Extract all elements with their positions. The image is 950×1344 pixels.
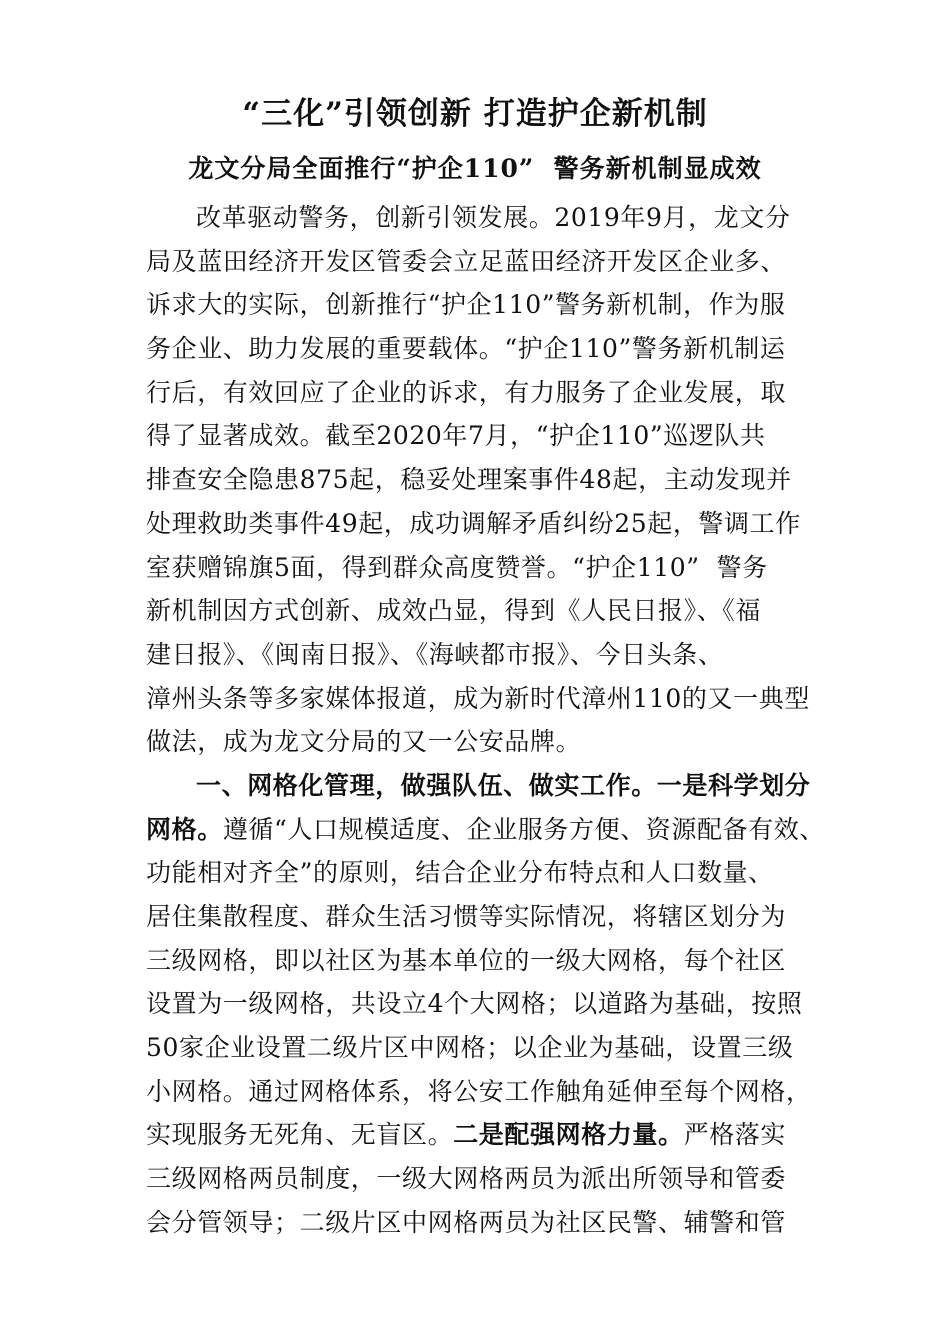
text-line <box>146 196 836 240</box>
bold-text-segment: 二是配强网格力量。 <box>453 1120 684 1150</box>
text-segment: 三级网格两员制度，一级大网格两员为派出所领导和管委 <box>146 1164 787 1194</box>
text-line <box>146 851 836 895</box>
text-segment: 小网格。通过网格体系，将公安工作触角延伸至每个网格， <box>146 1076 812 1106</box>
text-segment: 50家企业设置二级片区中网格；以企业为基础，设置三级 <box>146 1033 794 1063</box>
text-line <box>146 764 836 808</box>
text-segment: 得了显著成效。截至2020年7月，“护企110”巡逻队共 <box>146 421 766 451</box>
text-line <box>146 982 836 1026</box>
text-line <box>146 327 836 371</box>
text-segment: 设置为一级网格，共设立4个大网格；以道路为基础，按照 <box>146 989 803 1019</box>
text-line <box>146 1070 836 1114</box>
text-line <box>146 502 836 546</box>
text-segment: 处理救助类事件49起，成功调解矛盾纠纷25起，警调工作 <box>146 508 801 538</box>
text-line <box>146 808 836 852</box>
text-line <box>146 1026 836 1070</box>
text-segment: 行后，有效回应了企业的诉求，有力服务了企业发展，取 <box>146 377 787 407</box>
text-segment: 居住集散程度、群众生活习惯等实际情况，将辖区划分为 <box>146 902 787 931</box>
text-line <box>146 240 836 284</box>
text-line <box>146 1201 836 1245</box>
bold-text-segment: 一、网格化管理，做强队伍、做实工作。一是科学划分 <box>196 770 811 800</box>
text-segment: 严格落实 <box>683 1120 787 1150</box>
text-segment: 排查安全隐患875起，稳妥处理案事件48起，主动发现并 <box>146 465 792 495</box>
text-segment: 新机制因方式创新、成效凸显，得到《人民日报》、《福 <box>146 596 762 626</box>
text-segment: 做法，成为龙文分局的又一公安品牌。 <box>146 727 582 757</box>
text-segment: 室获赠锦旗5面，得到群众高度赞誉。“护企110” 警务 <box>146 552 768 582</box>
text-line <box>146 1157 836 1201</box>
text-line <box>146 633 836 677</box>
bold-text-segment: 网格。 <box>146 814 223 844</box>
text-line <box>146 895 836 939</box>
text-line <box>146 283 836 327</box>
text-line <box>146 371 836 415</box>
text-line <box>146 720 836 764</box>
text-segment: 诉求大的实际，创新推行“护企110”警务新机制，作为服 <box>146 290 786 320</box>
text-segment: 功能相对齐全”的原则，结合企业分布特点和人口数量、 <box>146 858 774 888</box>
document-title: “三化”引领创新 打造护企新机制 <box>242 96 708 132</box>
text-line <box>146 589 836 633</box>
document-subtitle: 龙文分局全面推行“护企110” 警务新机制显成效 <box>188 154 762 183</box>
text-line <box>146 677 836 721</box>
text-segment: 务企业、助力发展的重要载体。“护企110”警务新机制运 <box>146 334 786 364</box>
text-segment: 局及蓝田经济开发区管委会立足蓝田经济开发区企业多、 <box>146 246 787 276</box>
text-segment: 改革驱动警务，创新引领发展。2019年9月，龙文分 <box>196 203 791 232</box>
text-line <box>146 414 836 458</box>
text-segment: 会分管领导；二级片区中网格两员为社区民警、辅警和管 <box>146 1207 787 1237</box>
text-segment: 实现服务无死角、无盲区。 <box>146 1120 454 1150</box>
text-line <box>146 458 836 502</box>
text-line <box>146 1113 836 1157</box>
text-segment: 遵循“人口规模适度、企业服务方便、资源配备有效、 <box>222 814 825 844</box>
text-segment: 漳州头条等多家媒体报道，成为新时代漳州110的又一典型 <box>146 683 810 713</box>
text-line <box>146 939 836 983</box>
text-line <box>146 546 836 590</box>
text-segment: 三级网格，即以社区为基本单位的一级大网格，每个社区 <box>146 945 787 975</box>
body-text <box>146 196 836 1245</box>
text-segment: 建日报》、《闽南日报》、《海峡都市报》、今日头条、 <box>146 639 724 669</box>
